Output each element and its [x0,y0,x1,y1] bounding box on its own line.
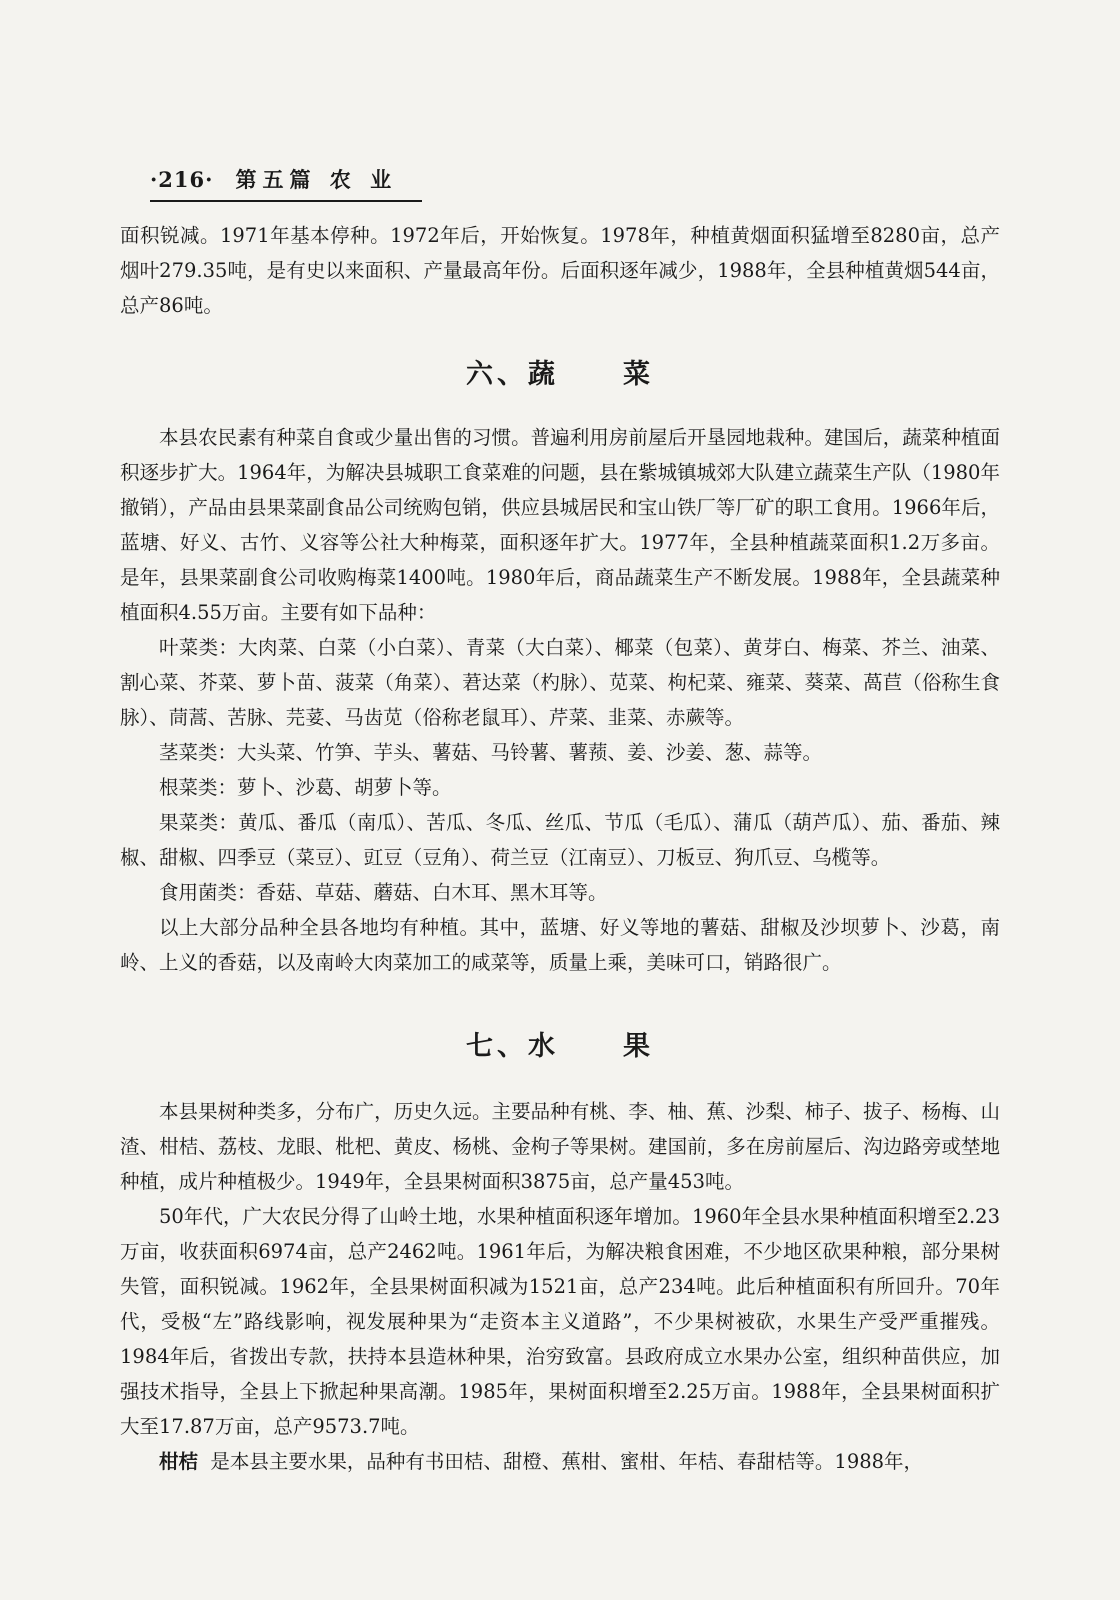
intro-paragraph: 面积锐减。1971年基本停种。1972年后，开始恢复。1978年，种植黄烟面积猛增至8280亩，总产烟叶279.35吨，是有史以来面积、产量最高年份。后面积逐年减少，1988年，全县种植黄烟544亩，总产86吨。 [120,224,1000,317]
paragraph: 本县果树种类多，分布广，历史久远。主要品种有桃、李、柚、蕉、沙梨、柿子、拔子、杨梅、山渣、柑桔、荔枝、龙眼、枇杷、黄皮、杨桃、金枸子等果树。建国前，多在房前屋后、沟边路旁或埜地种植，成片种植极少。1949年，全县果树面积3875亩，总产量453吨。 [120,1100,1000,1193]
paragraph: 食用菌类：香菇、草菇、蘑菇、白木耳、黑木耳等。 [159,881,608,904]
section-heading-vegetables [0,352,1120,391]
heading-part-b: 果 [623,1031,654,1062]
paragraph: 根菜类：萝卜、沙葛、胡萝卜等。 [159,776,452,799]
heading-part-a: 七、水 [466,1031,559,1062]
running-header [150,164,420,194]
paragraph: 以上大部分品种全县各地均有种植。其中，蓝塘、好义等地的薯菇、甜椒及沙坝萝卜、沙葛，南岭、上义的香菇，以及南岭大肉菜加工的咸菜等，质量上乘，美味可口，销路很广。 [120,916,1000,974]
paragraph: 本县农民素有种菜自食或少量出售的习惯。普遍利用房前屋后开垦园地栽种。建国后，蔬菜种植面积逐步扩大。1964年，为解决县城职工食菜难的问题，县在紫城镇城郊大队建立蔬菜生产队（1980年撤销），产品由县果菜副食品公司统购包销，供应县城居民和宝山铁厂等厂矿的职工食用。1966年后，蓝塘、好义、古竹、义容等公社大种梅菜，面积逐年扩大。1977年，全县种植蔬菜面积1.2万多亩。是年，县果菜副食公司收购梅菜1400吨。1980年后，商品蔬菜生产不断发展。1988年，全县蔬菜种植面积4.55万亩。主要有如下品种： [120,426,1000,624]
paragraph-citrus [120,1444,1000,1479]
vegetables-block [120,420,1000,980]
paragraph: 茎菜类：大头菜、竹笋、芋头、薯菇、马铃薯、薯蓣、姜、沙姜、葱、蒜等。 [159,741,823,764]
term-citrus: 柑桔 [159,1450,199,1473]
fruit-block [120,1094,1000,1479]
heading-part-a: 六、蔬 [466,359,559,390]
page-number: ·216· [150,167,214,192]
chapter-title: 第五篇 农 业 [235,167,398,192]
citrus-text: 是本县主要水果，品种有书田桔、甜橙、蕉柑、蜜柑、年桔、春甜桔等。1988年， [210,1450,924,1473]
paragraph: 50年代，广大农民分得了山岭土地，水果种植面积逐年增加。1960年全县水果种植面积增至2.23万亩，收获面积6974亩，总产2462吨。1961年后，为解决粮食困难，不少地区砍果种粮，部分果树失管，面积锐减。1962年，全县果树面积减为1521亩，总产234吨。此后种植面积有所回升。70年代，受极“左”路线影响，视发展种果为“走资本主义道路”，不少果树被砍，水果生产受严重摧残。1984年后，省拨出专款，扶持本县造林种果，治穷致富。县政府成立水果办公室，组织种苗供应，加强技术指导，全县上下掀起种果高潮。1985年，果树面积增至2.25万亩。1988年，全县果树面积扩大至17.87万亩，总产9573.7吨。 [120,1205,1000,1438]
intro-block [120,218,1000,323]
header-rule [150,200,422,202]
paragraph: 果菜类：黄瓜、番瓜（南瓜）、苦瓜、冬瓜、丝瓜、节瓜（毛瓜）、蒲瓜（葫芦瓜）、茄、番茄、辣椒、甜椒、四季豆（菜豆）、豇豆（豆角）、荷兰豆（江南豆）、刀板豆、狗爪豆、乌榄等。 [120,811,1000,869]
heading-part-b: 菜 [623,359,654,390]
paragraph: 叶菜类：大肉菜、白菜（小白菜）、青菜（大白菜）、椰菜（包菜）、黄芽白、梅菜、芥兰、油菜、割心菜、芥菜、萝卜苗、菠菜（角菜）、莙达菜（杓脉）、苋菜、枸杞菜、雍菜、葵菜、萵苣（俗称生食脉）、茼蒿、苦脉、芫荽、马齿苋（俗称老鼠耳）、芹菜、韭菜、赤蕨等。 [120,636,1000,729]
section-heading-fruit [0,1024,1120,1063]
